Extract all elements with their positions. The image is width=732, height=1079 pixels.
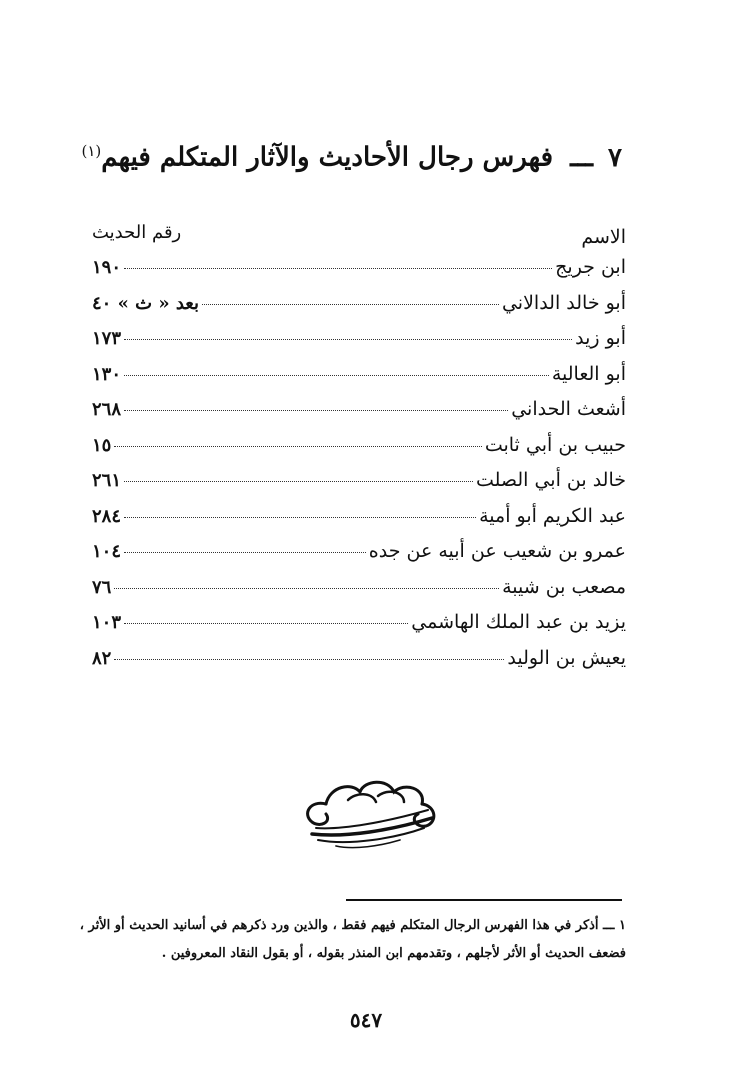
index-entry	[92, 611, 626, 647]
leader-dots	[202, 304, 499, 305]
entry-ref: ٢٨٤	[92, 505, 122, 527]
leader-dots	[124, 623, 408, 624]
entry-ref: ١٣٠	[92, 363, 122, 385]
leader-dots	[124, 517, 476, 518]
entry-name: عمرو بن شعيب عن أبيه عن جده	[368, 540, 626, 562]
name-column-header: الاسم	[581, 226, 626, 248]
entry-ref: ١٠٣	[92, 612, 122, 633]
leader-dots	[124, 410, 508, 411]
leader-dots	[124, 552, 366, 553]
entry-ref: ٢٦١	[92, 470, 122, 491]
index-entry	[92, 505, 626, 541]
entry-ref: ١٠٤	[92, 541, 122, 562]
index-list	[92, 256, 626, 682]
leader-dots	[124, 481, 473, 482]
entry-ref: ١٩٠	[92, 257, 122, 278]
index-entry	[92, 434, 626, 470]
footnote-marker: (١)	[81, 142, 102, 160]
entry-ref: ١٥	[92, 434, 112, 456]
entry-name: مصعب بن شيبة	[502, 575, 626, 598]
title-dash: ـــ	[570, 142, 593, 173]
entry-name: عبد الكريم أبو أمية	[479, 504, 626, 527]
title-text: فهرس رجال الأحاديث والآثار المتكلم فيهم	[101, 142, 554, 173]
index-entry	[92, 256, 626, 292]
ornament-icon	[296, 770, 442, 854]
footnote	[79, 912, 626, 968]
entry-ref: ١٧٣	[92, 328, 122, 349]
entry-name: يزيد بن عبد الملك الهاشمي	[411, 611, 626, 633]
section-number: ٧	[608, 142, 622, 173]
index-entry	[92, 576, 626, 612]
entry-name: أشعث الحداني	[511, 398, 626, 420]
entry-ref: ٢٦٨	[92, 399, 122, 420]
leader-dots	[124, 339, 572, 340]
leader-dots	[114, 446, 481, 447]
index-entry	[92, 327, 626, 363]
footnote-line: فضعف الحديث أو الأثر لأجلهم ، وتقدمهم ابن المنذر بقوله ، أو بقول النقاد المعروفين .	[161, 946, 626, 961]
entry-name: أبو العالية	[551, 362, 626, 385]
footnote-line: ١ ـــ أذكر في هذا الفهرس الرجال المتكلم فيهم فقط ، والذين ورد ذكرهم في أسانيد الحديث أو الأثر ،	[79, 918, 626, 933]
entry-ref: ٨٢	[92, 647, 112, 669]
number-column-header: رقم الحديث	[92, 222, 182, 243]
index-entry	[92, 292, 626, 328]
column-headers	[92, 222, 626, 256]
index-entry	[92, 398, 626, 434]
entry-name: ابن جريج	[555, 256, 626, 278]
page-number: ٥٤٧	[349, 1008, 383, 1032]
leader-dots	[114, 588, 499, 589]
entry-name: أبو زيد	[575, 327, 626, 349]
index-entry	[92, 540, 626, 576]
page-title	[81, 142, 622, 173]
entry-name: خالد بن أبي الصلت	[475, 469, 626, 491]
index-entry	[92, 647, 626, 683]
entry-ref: بعد « ث » ٤٠	[92, 292, 199, 314]
footnote-divider	[346, 899, 622, 901]
leader-dots	[114, 659, 504, 660]
leader-dots	[124, 375, 549, 376]
index-entry	[92, 469, 626, 505]
entry-name: أبو خالد الدالاني	[501, 291, 626, 314]
entry-ref: ٧٦	[92, 576, 112, 598]
entry-name: حبيب بن أبي ثابت	[484, 433, 626, 456]
leader-dots	[124, 268, 552, 269]
entry-name: يعيش بن الوليد	[507, 646, 626, 669]
index-entry	[92, 363, 626, 399]
